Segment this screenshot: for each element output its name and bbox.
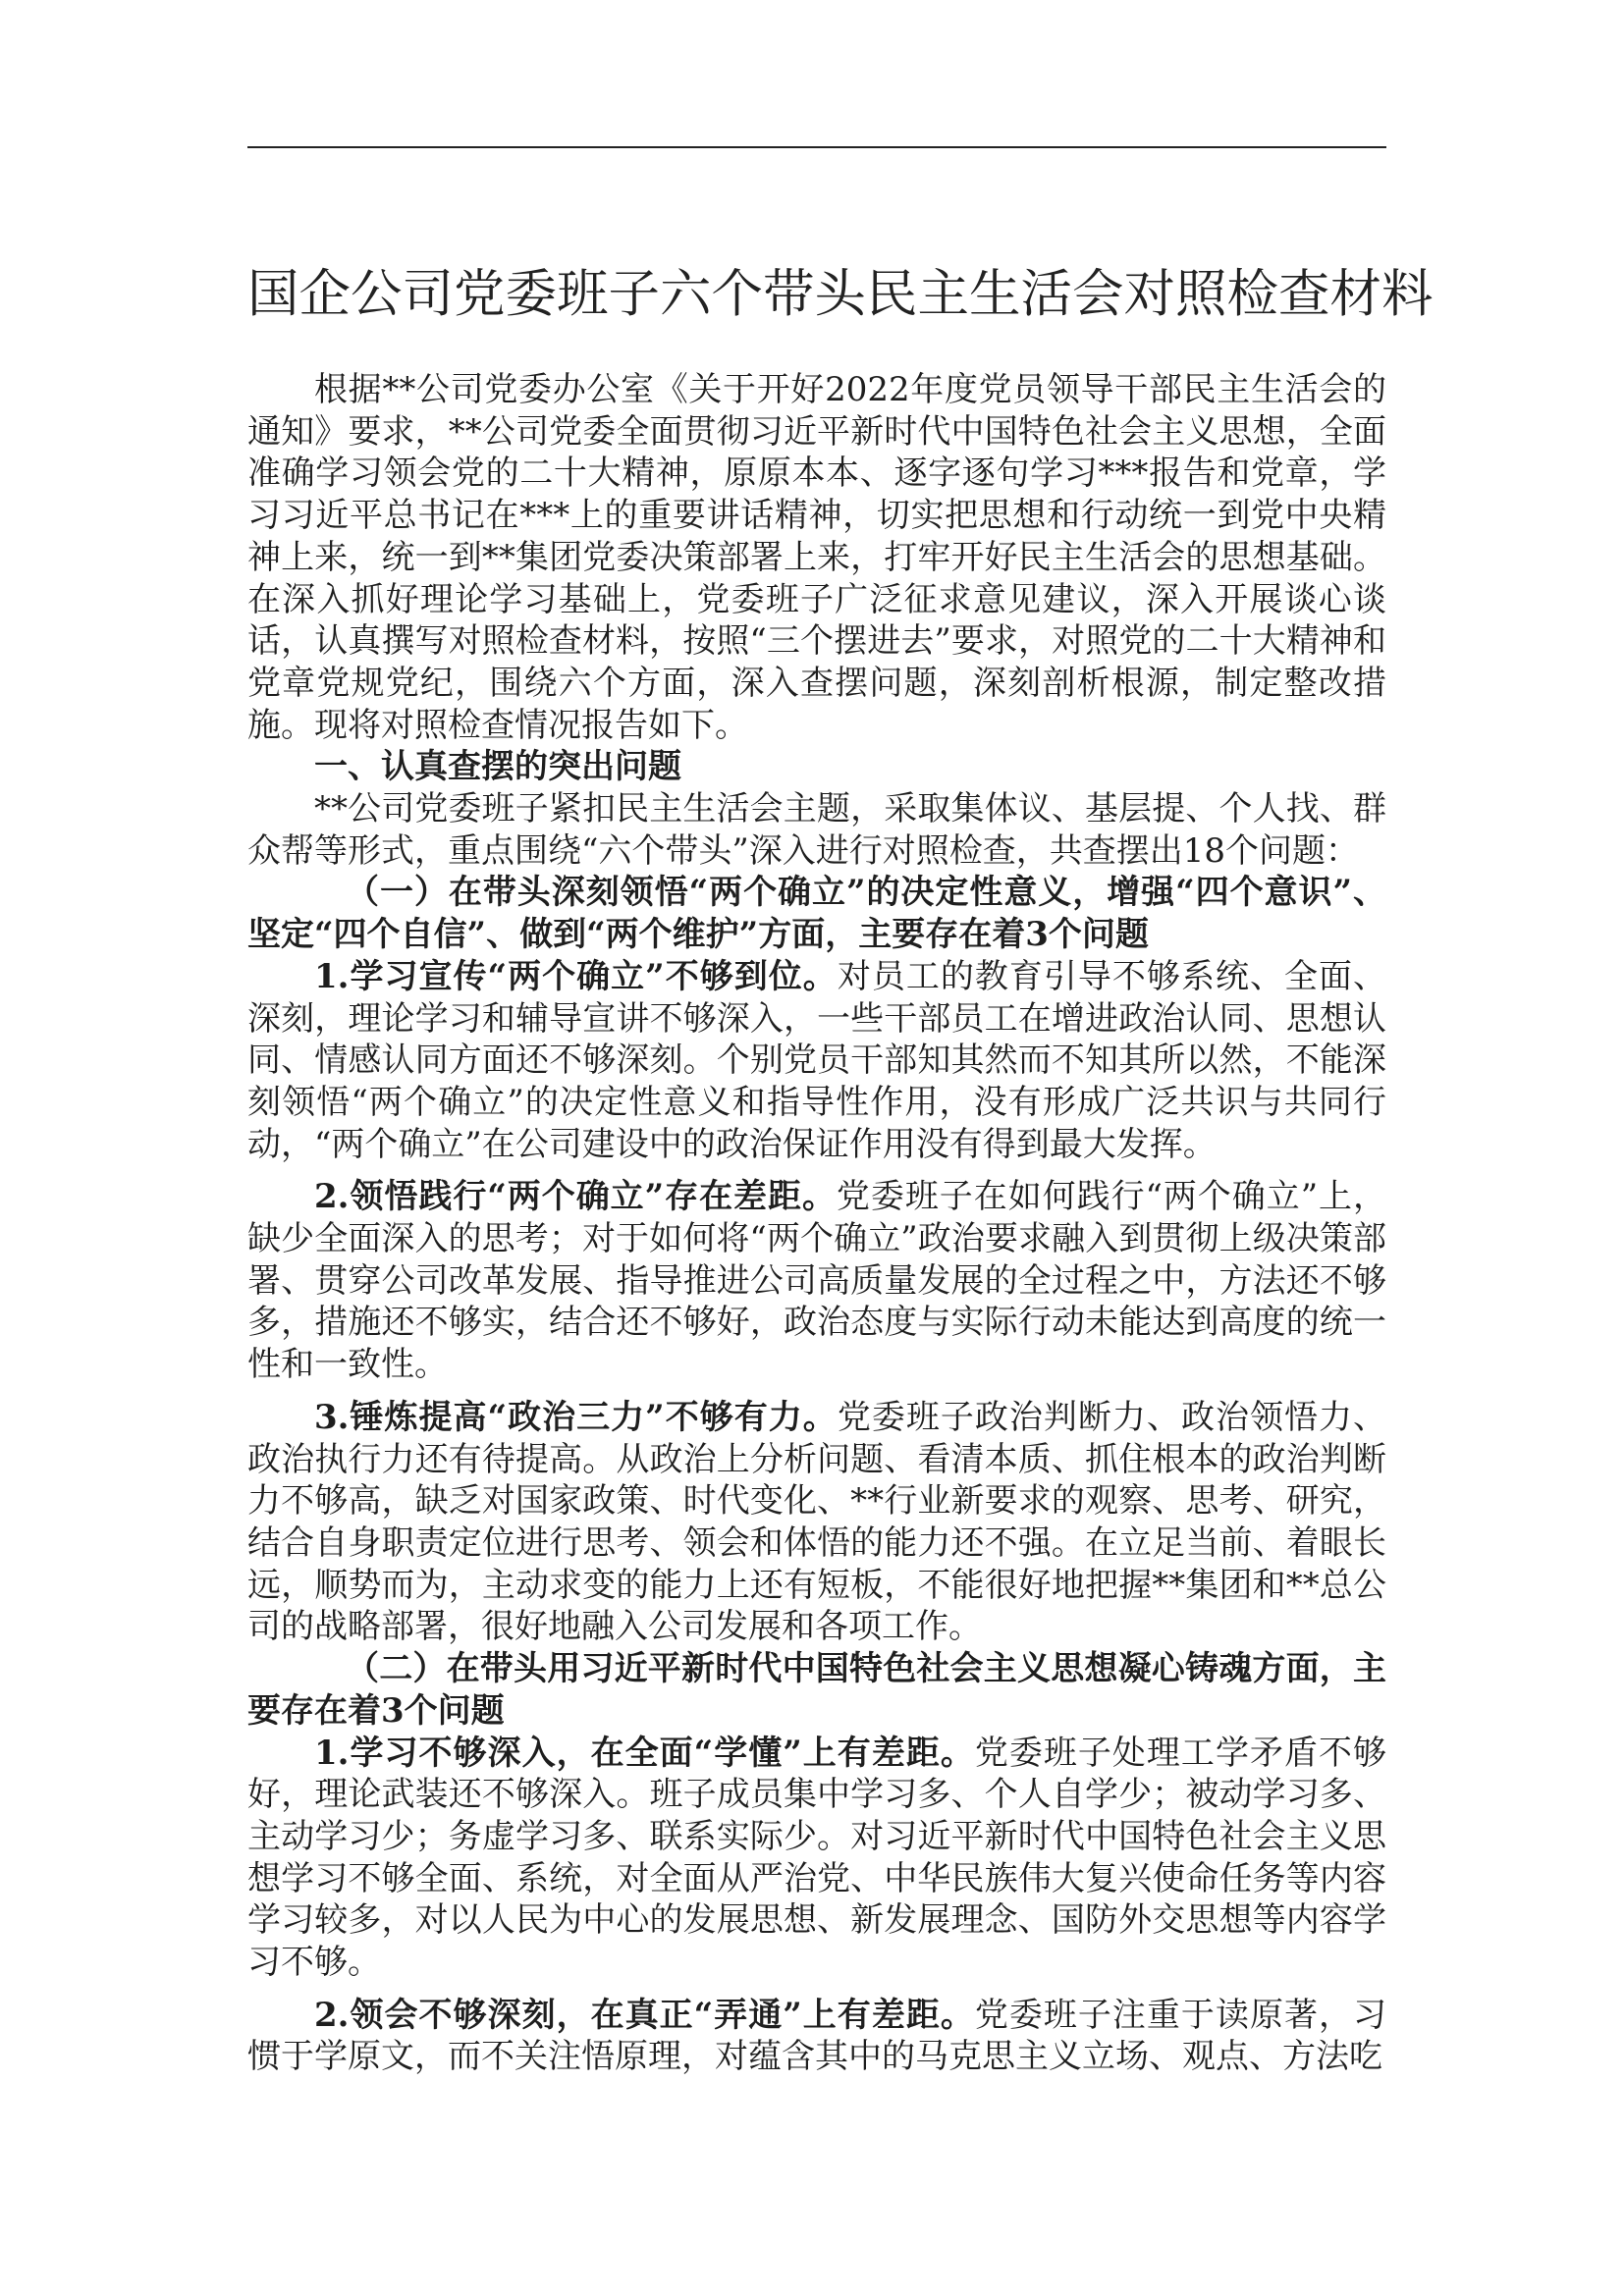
issue-text: 对员工的教育引导不够系统、全面、深刻，理论学习和辅导宣讲不够深入，一些干部员工在增进政治认同、思想认同、情感认同方面还不够深刻。个别党员干部知其然而不知其所以然，不能深刻领悟“两个确立”的决定性意义和指导性作用，没有形成广泛共识与共同行动，“两个确立”在公司建设中的政治保证作用没有得到最大发挥。 [247, 956, 1387, 1164]
header-rule [247, 146, 1386, 148]
issue-paragraph [247, 1397, 1386, 1648]
issue-paragraph [247, 1733, 1386, 1984]
subsection-heading-1: （一）在带头深刻领悟“两个确立”的决定性意义，增强“四个意识”、坚定“四个自信”、做到“两个维护”方面，主要存在着3个问题 [247, 873, 1386, 955]
section1-intro-paragraph: **公司党委班子紧扣民主生活会主题，采取集体议、基层提、个人找、群众帮等形式，重点围绕“六个带头”深入进行对照检查，共查摆出18个问题： [247, 789, 1386, 871]
issue-text: 党委班子注重于读原著，习惯于学原文，而不关注悟原理，对蕴含其中的马克思主义立场、观点、方法吃 [247, 1995, 1386, 2077]
section-heading-1: 一、认真查摆的突出问题 [314, 747, 681, 787]
issue-lead: 1.学习宣传“两个确立”不够到位。 [314, 956, 838, 996]
intro-paragraph: 根据**公司党委办公室《关于开好2022年度党员领导干部民主生活会的通知》要求，**公司党委全面贯彻习近平新时代中国特色社会主义思想，全面准确学习领会党的二十大精神，原原本本、逐字逐句学习***报告和党章，学习习近平总书记在***上的重要讲话精神，切实把思想和行动统一到党中央精神上来，统一到**集团党委决策部署上来，打牢开好民主生活会的思想基础。在深入抓好理论学习基础上，党委班子广泛征求意见建议，深入开展谈心谈话，认真撰写对照检查材料，按照“三个摆进去”要求，对照党的二十大精神和党章党规党纪，围绕六个方面，深入查摆问题，深刻剖析根源，制定整改措施。现将对照检查情况报告如下。 [247, 370, 1386, 745]
issue-lead: 1.学习不够深入，在全面“学懂”上有差距。 [314, 1733, 975, 1773]
issue-lead: 3.锤炼提高“政治三力”不够有力。 [314, 1397, 838, 1437]
issue-paragraph [247, 956, 1386, 1166]
document-body [247, 369, 1386, 2078]
issue-paragraph [247, 1176, 1386, 1386]
issue-text: 党委班子在如何践行“两个确立”上，缺少全面深入的思考；对于如何将“两个确立”政治要求融入到贯彻上级决策部署、贯穿公司改革发展、指导推进公司高质量发展的全过程之中，方法还不够多，措施还不够实，结合还不够好，政治态度与实际行动未能达到高度的统一性和一致性。 [247, 1177, 1386, 1385]
issue-lead: 2.领悟践行“两个确立”存在差距。 [314, 1177, 837, 1217]
issue-text: 党委班子处理工学矛盾不够好，理论武装还不够深入。班子成员集中学习多、个人自学少；被动学习多、主动学习少；务虚学习多、联系实际少。对习近平新时代中国特色社会主义思想学习不够全面、系统，对全面从严治党、中华民族伟大复兴使命任务等内容学习较多，对以人民为中心的发展思想、新发展理念、国防外交思想等内容学习不够。 [247, 1733, 1386, 1983]
subsection-heading-2: （二）在带头用习近平新时代中国特色社会主义思想凝心铸魂方面，主要存在着3个问题 [247, 1649, 1386, 1731]
issue-text: 党委班子政治判断力、政治领悟力、政治执行力还有待提高。从政治上分析问题、看清本质、抓住根本的政治判断力不够高，缺乏对国家政策、时代变化、**行业新要求的观察、思考、研究，结合自身职责定位进行思考、领会和体悟的能力还不强。在立足当前、着眼长远，顺势而为，主动求变的能力上还有短板，不能很好地把握**集团和**总公司的战略部署，很好地融入公司发展和各项工作。 [247, 1397, 1387, 1647]
issue-lead: 2.领会不够深刻，在真正“弄通”上有差距。 [314, 1995, 975, 2035]
issue-paragraph [247, 1995, 1386, 2078]
document-title: 国企公司党委班子六个带头民主生活会对照检查材料 [247, 264, 1434, 324]
